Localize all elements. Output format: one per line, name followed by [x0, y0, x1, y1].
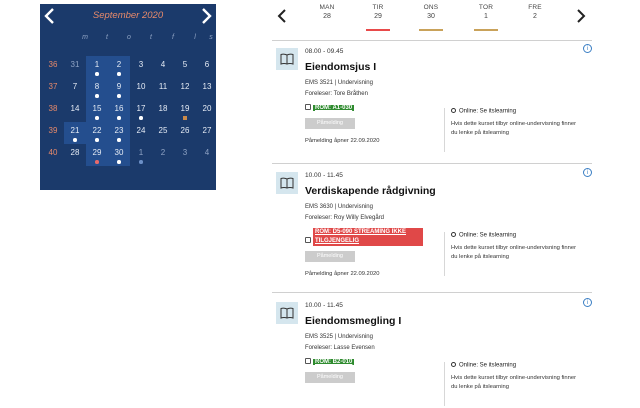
- online-icon: [451, 362, 456, 367]
- calendar-day[interactable]: [174, 100, 196, 122]
- day-number: 25: [158, 126, 168, 135]
- calendar-day[interactable]: [196, 78, 218, 100]
- event-card: [272, 168, 592, 278]
- day-indicator-bar: [366, 29, 390, 31]
- event-title[interactable]: Verdiskapende rådgivning: [305, 185, 436, 197]
- day-number: 2: [116, 60, 122, 69]
- event-room: [305, 104, 354, 111]
- divider: [272, 40, 592, 41]
- day-number: 28: [70, 148, 80, 157]
- online-info: [444, 232, 584, 276]
- day-number: 10: [136, 82, 146, 91]
- day-number: 9: [116, 82, 122, 91]
- calendar-day[interactable]: [64, 144, 86, 166]
- weekday-label: f: [172, 34, 174, 41]
- calendar-header: [40, 4, 216, 28]
- day-number: 3: [138, 60, 144, 69]
- day-number: 29: [92, 148, 102, 157]
- calendar-day[interactable]: [196, 56, 218, 78]
- registration-button[interactable]: Påmelding: [305, 118, 355, 129]
- event-room: [305, 228, 423, 246]
- event-course-code: EMS 3525 | Undervisning: [305, 334, 373, 340]
- event-lecturer: Foreleser: Roy Willy Elvegård: [305, 215, 385, 221]
- chevron-right-icon[interactable]: [198, 6, 214, 26]
- week-day-date: 29: [374, 13, 382, 20]
- calendar-day[interactable]: [108, 100, 130, 122]
- event-dot: [139, 160, 143, 164]
- chevron-left-icon[interactable]: [42, 6, 58, 26]
- book-icon: [276, 48, 298, 70]
- event-dot: [73, 138, 77, 142]
- calendar-day[interactable]: [86, 78, 108, 100]
- day-number: 11: [158, 82, 168, 91]
- info-icon[interactable]: i: [583, 168, 592, 177]
- calendar-day[interactable]: [174, 56, 196, 78]
- event-dot: [139, 116, 143, 120]
- day-indicator-bar: [474, 29, 498, 31]
- online-description: Hvis dette kurset tilbyr online-undervisning finner du lenke på itslearning: [451, 120, 577, 136]
- week-day-name: MAN: [319, 4, 335, 11]
- registration-button[interactable]: Påmelding: [305, 251, 355, 262]
- calendar-day[interactable]: [64, 122, 86, 144]
- event-course-code: EMS 3630 | Undervisning: [305, 204, 373, 210]
- online-info: [444, 108, 584, 152]
- event-time: 10.00 - 11.45: [305, 172, 343, 179]
- day-number: 3: [182, 148, 188, 157]
- event-title[interactable]: Eiendomsmegling I: [305, 315, 402, 327]
- event-lecturer: Foreleser: Lasse Evensen: [305, 345, 375, 351]
- online-label[interactable]: [451, 362, 584, 369]
- week-day-tab[interactable]: [419, 4, 443, 20]
- event-time: 08.00 - 09.45: [305, 48, 344, 55]
- event-card: [272, 44, 592, 154]
- room-link[interactable]: ROM: A1-030: [315, 105, 353, 111]
- weekday-label: m: [82, 34, 88, 41]
- day-number: 30: [114, 148, 124, 157]
- calendar-day[interactable]: [152, 100, 174, 122]
- day-number: 20: [202, 104, 212, 113]
- calendar-day[interactable]: [130, 144, 152, 166]
- day-number: 26: [180, 126, 190, 135]
- event-dot: [95, 116, 99, 120]
- day-number: 4: [204, 148, 210, 157]
- weekday-label: t: [150, 34, 152, 41]
- week-day-tab[interactable]: [474, 4, 498, 20]
- day-number: 2: [160, 148, 166, 157]
- day-number: 24: [136, 126, 146, 135]
- week-day-date: 2: [533, 13, 537, 20]
- calendar-day[interactable]: [174, 144, 196, 166]
- event-title[interactable]: Eiendomsjus I: [305, 61, 377, 73]
- calendar-day[interactable]: [130, 78, 152, 100]
- calendar-day[interactable]: [108, 122, 130, 144]
- day-number: 16: [114, 104, 124, 113]
- calendar-day[interactable]: [86, 56, 108, 78]
- day-number: 15: [92, 104, 102, 113]
- week-day-date: 30: [427, 13, 435, 20]
- divider: [272, 163, 592, 164]
- calendar-day[interactable]: [130, 122, 152, 144]
- online-icon: [451, 232, 456, 237]
- online-label[interactable]: [451, 232, 584, 239]
- weekday-label: l: [194, 34, 196, 41]
- calendar-day[interactable]: [196, 122, 218, 144]
- calendar-day[interactable]: [130, 100, 152, 122]
- weekday-label: s: [209, 34, 213, 41]
- day-number: 13: [202, 82, 212, 91]
- calendar-day[interactable]: [64, 100, 86, 122]
- calendar-day[interactable]: [174, 122, 196, 144]
- day-number: 1: [94, 60, 100, 69]
- day-number: 4: [160, 60, 166, 69]
- day-number: 5: [182, 60, 188, 69]
- weekday-label: t: [106, 34, 108, 41]
- week-number: 40: [48, 148, 58, 157]
- day-number: 23: [114, 126, 124, 135]
- calendar-day[interactable]: [108, 78, 130, 100]
- room-link[interactable]: ROM: D5-090 STREAMING IKKE TILGJENGELIG: [313, 228, 423, 246]
- calendar-day[interactable]: [130, 56, 152, 78]
- online-text: Online: Se itslearning: [459, 232, 517, 239]
- day-number: 6: [204, 60, 210, 69]
- day-number: 1: [138, 148, 144, 157]
- event-dot: [117, 116, 121, 120]
- week-day-tab[interactable]: [315, 4, 339, 20]
- weekday-label: o: [127, 34, 131, 41]
- week-day-date: 1: [484, 13, 488, 20]
- week-number: 36: [48, 60, 58, 69]
- calendar-day[interactable]: [174, 78, 196, 100]
- room-icon: [305, 104, 311, 110]
- room-icon: [305, 358, 311, 364]
- registration-opens-text: Påmelding åpner 22.09.2020: [305, 138, 380, 144]
- event-dot: [117, 94, 121, 98]
- day-indicator-bar: [419, 29, 443, 31]
- calendar-day[interactable]: [86, 100, 108, 122]
- online-label[interactable]: [451, 108, 584, 115]
- event-lecturer: Foreleser: Tore Bråthen: [305, 91, 368, 97]
- room-link[interactable]: ROM: B2-010: [315, 359, 353, 365]
- event-course-code: EMS 3521 | Undervisning: [305, 80, 373, 86]
- event-dot: [117, 72, 121, 76]
- room-icon: [305, 237, 311, 243]
- day-number: 18: [158, 104, 168, 113]
- week-day-tab[interactable]: [523, 4, 547, 20]
- info-icon[interactable]: i: [583, 44, 592, 53]
- chevron-right-icon[interactable]: [574, 8, 588, 24]
- registration-opens-text: Påmelding åpner 22.09.2020: [305, 271, 380, 277]
- calendar-day[interactable]: [108, 144, 130, 166]
- divider: [272, 292, 592, 293]
- day-number: 27: [202, 126, 212, 135]
- event-card: [272, 298, 592, 408]
- day-number: 31: [70, 60, 80, 69]
- week-day-name: ONS: [423, 4, 439, 11]
- week-number: 39: [48, 126, 58, 135]
- event-room: [305, 358, 354, 365]
- week-day-name: TOR: [478, 4, 494, 11]
- calendar-day[interactable]: [108, 56, 130, 78]
- week-number: 37: [48, 82, 58, 91]
- day-number: 19: [180, 104, 190, 113]
- book-icon: [276, 302, 298, 324]
- online-info: [444, 362, 584, 406]
- calendar-month-title: September 2020: [92, 10, 164, 21]
- week-day-date: 28: [323, 13, 331, 20]
- online-text: Online: Se itslearning: [459, 108, 517, 115]
- calendar-day[interactable]: [152, 56, 174, 78]
- day-number: 17: [136, 104, 146, 113]
- week-day-tab[interactable]: [366, 4, 390, 20]
- day-number: 7: [72, 82, 78, 91]
- event-dot: [95, 160, 99, 164]
- registration-button[interactable]: Påmelding: [305, 372, 355, 383]
- week-day-name: FRE: [528, 4, 542, 11]
- info-icon[interactable]: i: [583, 298, 592, 307]
- chevron-left-icon[interactable]: [275, 8, 289, 24]
- calendar-day[interactable]: [152, 78, 174, 100]
- event-time: 10.00 - 11.45: [305, 302, 343, 309]
- event-dot: [95, 72, 99, 76]
- calendar-day[interactable]: [152, 122, 174, 144]
- online-text: Online: Se itslearning: [459, 362, 517, 369]
- day-number: 22: [92, 126, 102, 135]
- event-dot: [117, 160, 121, 164]
- event-dot: [95, 94, 99, 98]
- calendar-day[interactable]: [196, 100, 218, 122]
- online-description: Hvis dette kurset tilbyr online-undervisning finner du lenke på itslearning: [451, 244, 577, 260]
- month-calendar: [40, 4, 216, 190]
- day-number: 14: [70, 104, 80, 113]
- calendar-day[interactable]: [64, 78, 86, 100]
- event-dot: [95, 138, 99, 142]
- calendar-day[interactable]: [152, 144, 174, 166]
- calendar-day[interactable]: [64, 56, 86, 78]
- online-icon: [451, 108, 456, 113]
- day-number: 8: [94, 82, 100, 91]
- online-description: Hvis dette kurset tilbyr online-undervisning finner du lenke på itslearning: [451, 374, 577, 390]
- event-dot: [117, 138, 121, 142]
- event-dot: [183, 116, 187, 120]
- calendar-day[interactable]: [86, 122, 108, 144]
- book-icon: [276, 172, 298, 194]
- calendar-day[interactable]: [196, 144, 218, 166]
- calendar-day[interactable]: [86, 144, 108, 166]
- day-number: 21: [70, 126, 80, 135]
- week-day-name: TIR: [372, 4, 384, 11]
- day-number: 12: [180, 82, 190, 91]
- weekday-header: [40, 34, 216, 46]
- week-number: 38: [48, 104, 58, 113]
